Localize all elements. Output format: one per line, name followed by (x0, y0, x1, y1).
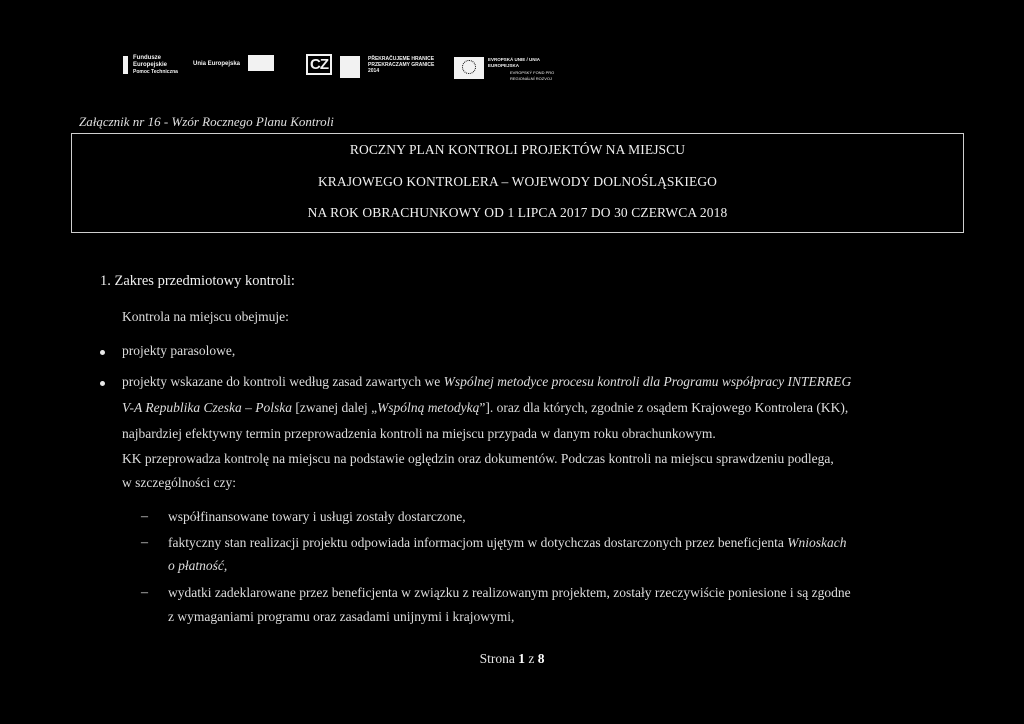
dash-item-2-line2: o płatność, (168, 558, 228, 573)
bullet-item-1: projekty parasolowe, (122, 343, 236, 358)
ue-logo-text: Unia Europejska (193, 61, 241, 67)
title-line-3: NA ROK OBRACHUNKOWY OD 1 LIPCA 2017 DO 30 CZERWCA 2018 (307, 205, 728, 220)
program-logo-text (368, 56, 434, 74)
footer-mid: z (524, 651, 538, 666)
bullet-item-2-line3: najbardziej efektywny termin przeprowadzenia kontroli na miejscu przypada w danym roku obrachunkowym. (122, 426, 716, 441)
cz-logo-icon (306, 56, 332, 74)
bullet-item-2-line1 (122, 374, 851, 390)
bullet-2-text-a: projekty wskazane do kontroli według zasad zawartych we (122, 374, 444, 389)
fundusze-line1: Fundusze (133, 55, 161, 61)
program-name: V-A Republika Czeska – Polska (122, 400, 292, 415)
dash-marker: – (141, 509, 148, 524)
dash-item-3-line2: z wymaganiami programu oraz zasadami unijnymi i krajowymi, (168, 609, 515, 624)
bullet-2-text-c: ”]. oraz dla których, zgodnie z osądem Krajowego Kontrolera (KK), (479, 400, 849, 415)
footer-prefix: Strona (479, 651, 519, 666)
fundusze-line2: Europejskie (133, 62, 168, 68)
bullet-item-2-line2 (122, 400, 848, 416)
annex-label: Załącznik nr 16 - Wzór Rocznego Planu Kontroli (79, 114, 334, 129)
dash-item-2-line1 (168, 535, 846, 551)
footer-total: 8 (537, 651, 545, 666)
dash-marker: – (141, 535, 148, 550)
paragraph-2-line1: KK przeprowadza kontrolę na miejscu na podstawie oględzin oraz dokumentów. Podczas kontroli na miejscu sprawdzeniu podlega, (122, 451, 834, 466)
bullet-dot-icon (100, 350, 105, 355)
eu-right-line2: EVROPSKÝ FOND PRO REGIONÁLNÍ ROZVOJ (510, 70, 555, 81)
dash-marker: – (141, 585, 148, 600)
fundusze-logo-text (133, 55, 178, 75)
paragraph-2-line2: w szczególności czy: (122, 475, 236, 490)
dash-item-1: współfinansowane towary i usługi zostały dostarczone, (168, 509, 466, 524)
bullet-2-text-b: [zwanej dalej „ (291, 400, 378, 415)
dash-2-text: faktyczny stan realizacji projektu odpowiada informacjom ujętym w dotychczas dostarczonych przez beneficjenta (168, 535, 788, 550)
eu-flag-icon (248, 55, 274, 71)
program-line2: PRZEKRACZAMY GRANICE (368, 62, 435, 68)
bullet-dot-icon (100, 381, 105, 386)
title-box (71, 133, 964, 233)
logo-bar (118, 52, 568, 82)
program-line1: PŘEKRAČUJEME HRANICE (368, 56, 435, 62)
fundusze-line3: Pomoc Techniczna (133, 69, 178, 75)
page-footer (0, 651, 1024, 667)
fundusze-logo-icon (123, 56, 128, 74)
eu-right-line1: EVROPSKÁ UNIE / UNIA EUROPEJSKA (488, 57, 540, 68)
footer-page: 1 (518, 651, 525, 666)
intro-text: Kontrola na miejscu obejmuje: (122, 309, 289, 324)
dash-2-italic: Wnioskach (787, 535, 847, 550)
program-line3: 2014 (368, 68, 380, 74)
cz-logo-text: CZ (306, 54, 332, 75)
dash-item-3-line1: wydatki zadeklarowane przez beneficjenta w związku z realizowanym projektem, zostały rzeczywiście poniesione i są zgodne (168, 585, 851, 600)
eu-stars-flag-icon (454, 57, 484, 79)
methodology-title: Wspólnej metodyce procesu kontroli dla Programu współpracy INTERREG (443, 374, 852, 389)
title-line-2: KRAJOWEGO KONTROLERA – WOJEWODY DOLNOŚLĄSKIEGO (317, 174, 718, 189)
section-heading: 1. Zakres przedmiotowy kontroli: (100, 273, 295, 289)
title-line-1: ROCZNY PLAN KONTROLI PROJEKTÓW NA MIEJSCU (349, 142, 686, 157)
methodology-short: Wspólną metodyką (377, 400, 480, 415)
pl-logo-icon (340, 56, 360, 78)
